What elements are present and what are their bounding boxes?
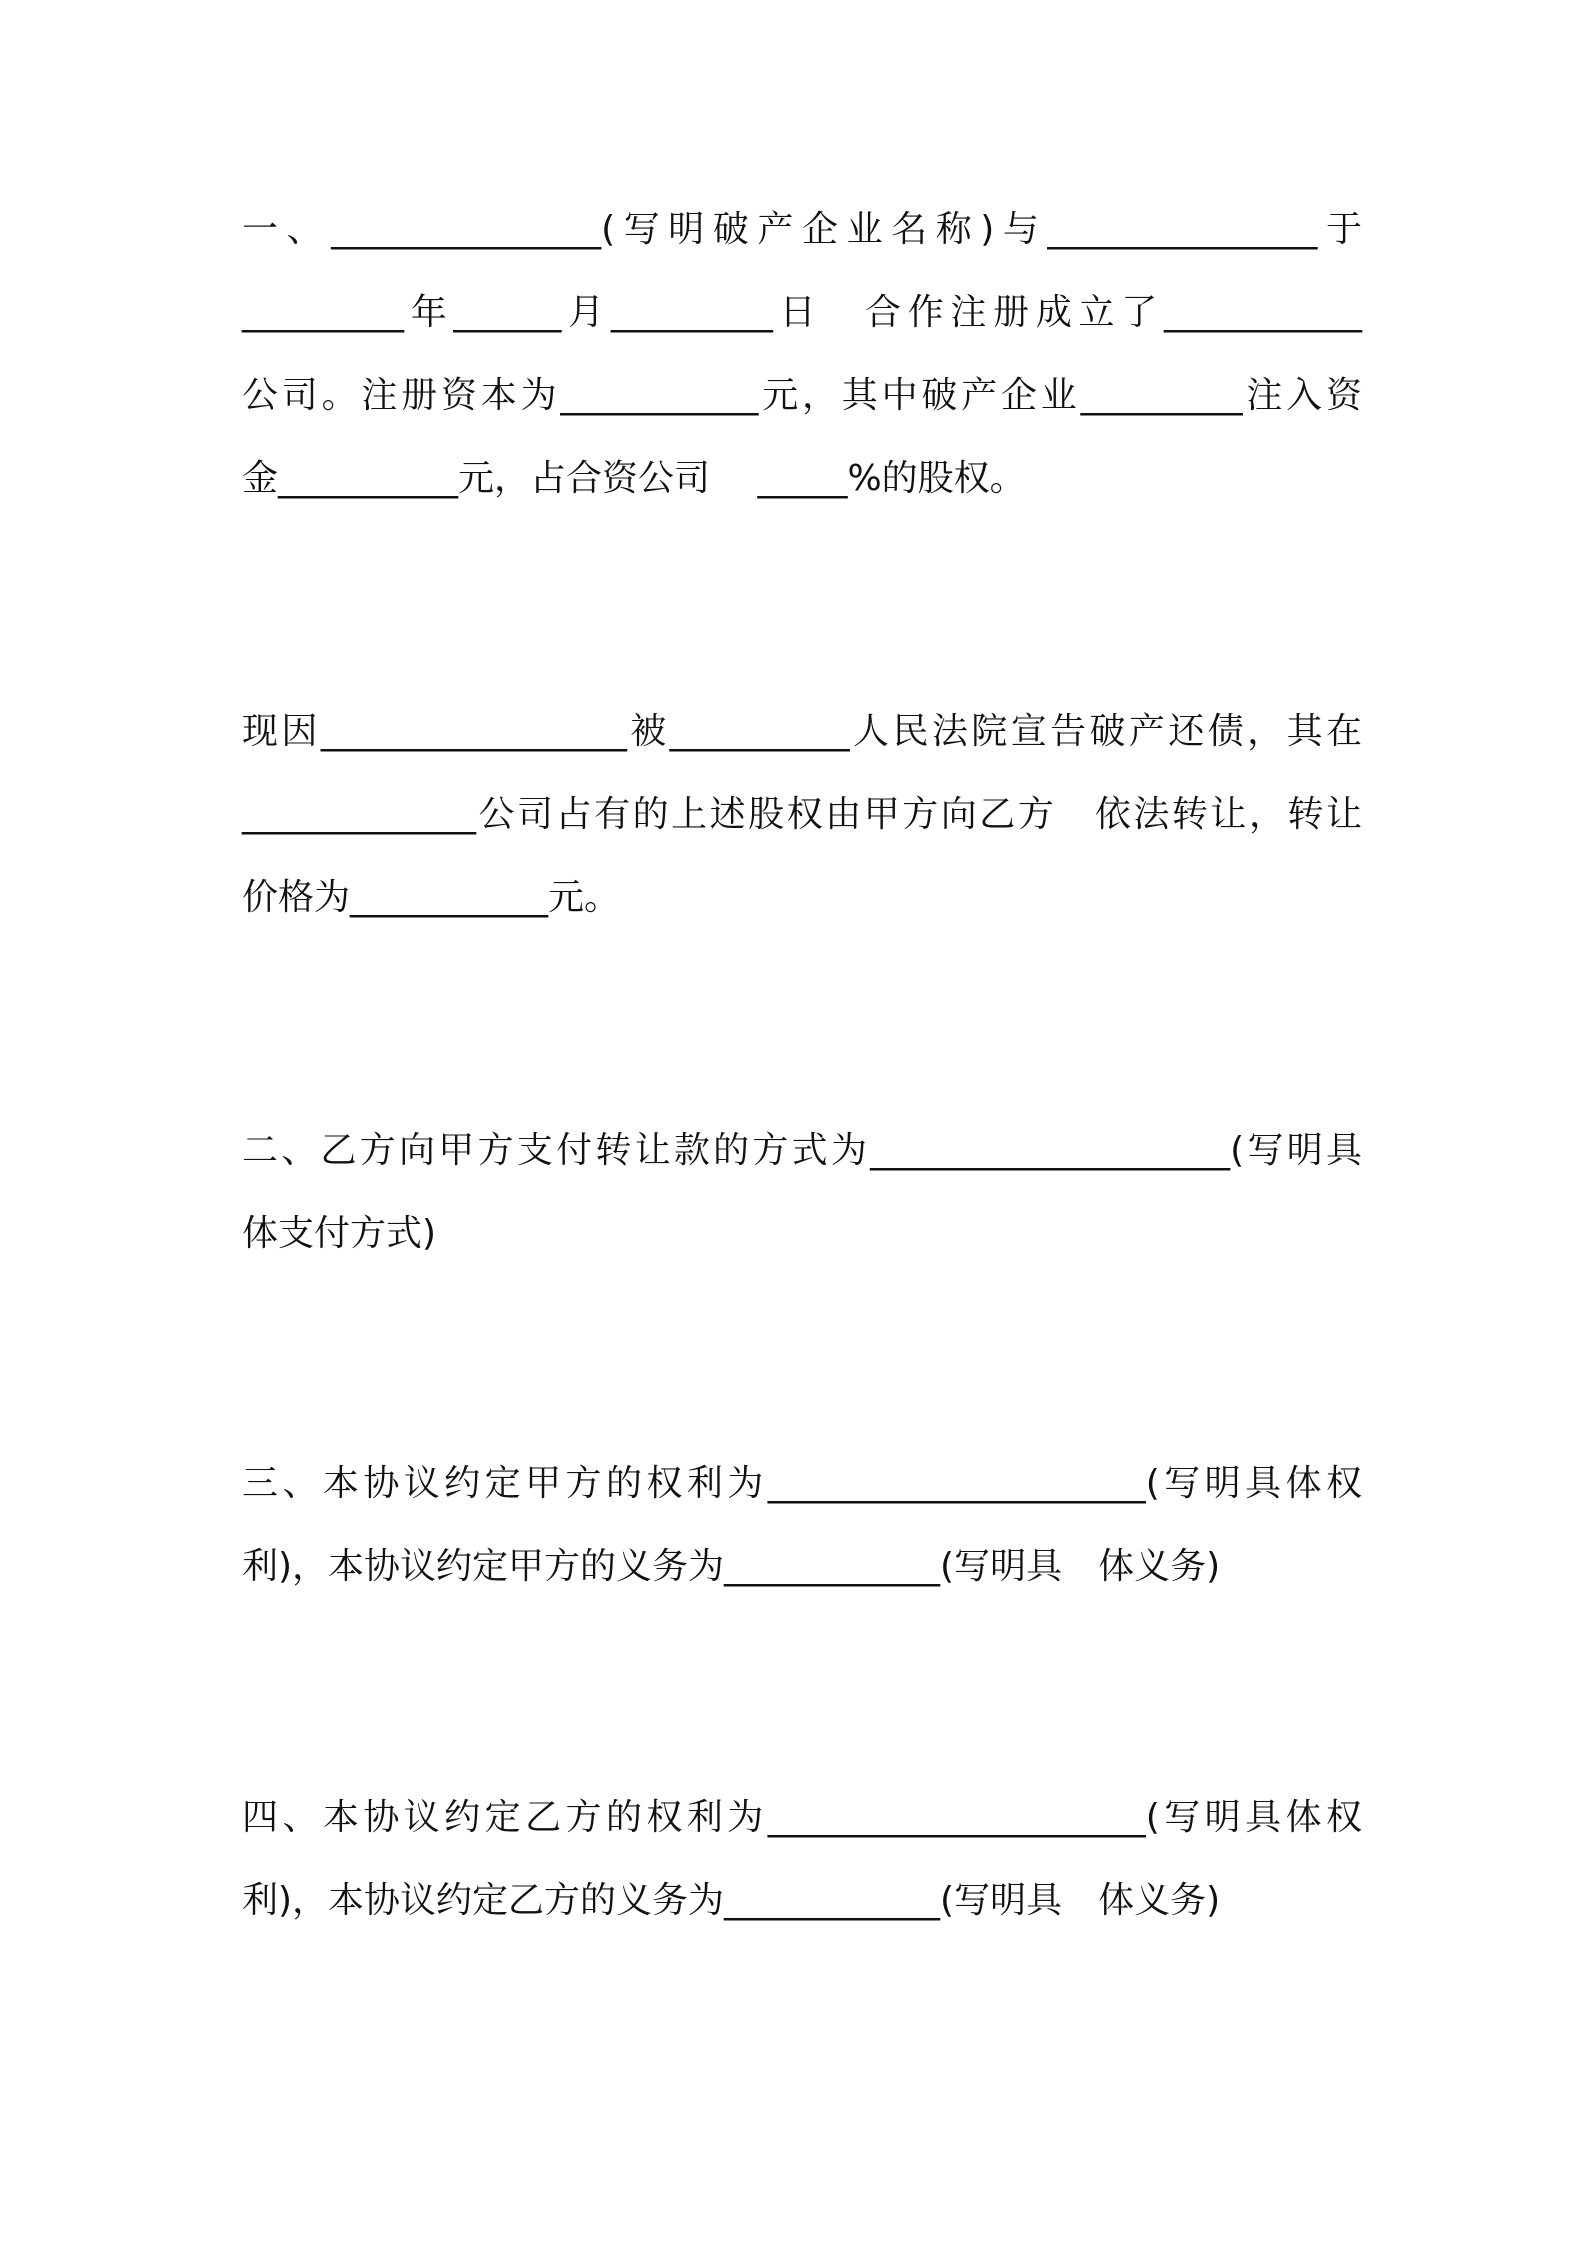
clause-line: 体支付方式) bbox=[242, 1213, 437, 1254]
clause-line: 四、本协议约定乙方的权利为_____________________(写明具体权 bbox=[242, 1797, 1362, 1838]
clause-two bbox=[242, 1109, 1362, 1275]
clause-line: _____________公司占有的上述股权由甲方向乙方 依法转让，转让 bbox=[242, 794, 1362, 835]
clause-one bbox=[242, 188, 1362, 520]
clause-transfer bbox=[242, 690, 1362, 939]
clause-line: _________年______月_________日 合作注册成立了___________ bbox=[242, 292, 1362, 333]
clause-line: 一、_______________(写明破产企业名称)与_______________于 bbox=[242, 209, 1362, 250]
clause-line: 金__________元，占合资公司 _____%的股权。 bbox=[242, 458, 1026, 499]
clause-line: 利)，本协议约定乙方的义务为____________(写明具 体义务) bbox=[242, 1880, 1221, 1921]
clause-line: 价格为___________元。 bbox=[242, 877, 621, 918]
clause-four bbox=[242, 1776, 1362, 1942]
clause-three bbox=[242, 1442, 1362, 1608]
clause-line: 公司。注册资本为___________元，其中破产企业_________注入资 bbox=[242, 375, 1362, 416]
clause-line: 三、本协议约定甲方的权利为_____________________(写明具体权 bbox=[242, 1463, 1362, 1504]
clause-line: 二、乙方向甲方支付转让款的方式为____________________(写明具 bbox=[242, 1130, 1362, 1171]
clause-line: 现因_________________被__________人民法院宣告破产还债，其在 bbox=[242, 711, 1362, 752]
clause-line: 利)，本协议约定甲方的义务为____________(写明具 体义务) bbox=[242, 1546, 1221, 1587]
